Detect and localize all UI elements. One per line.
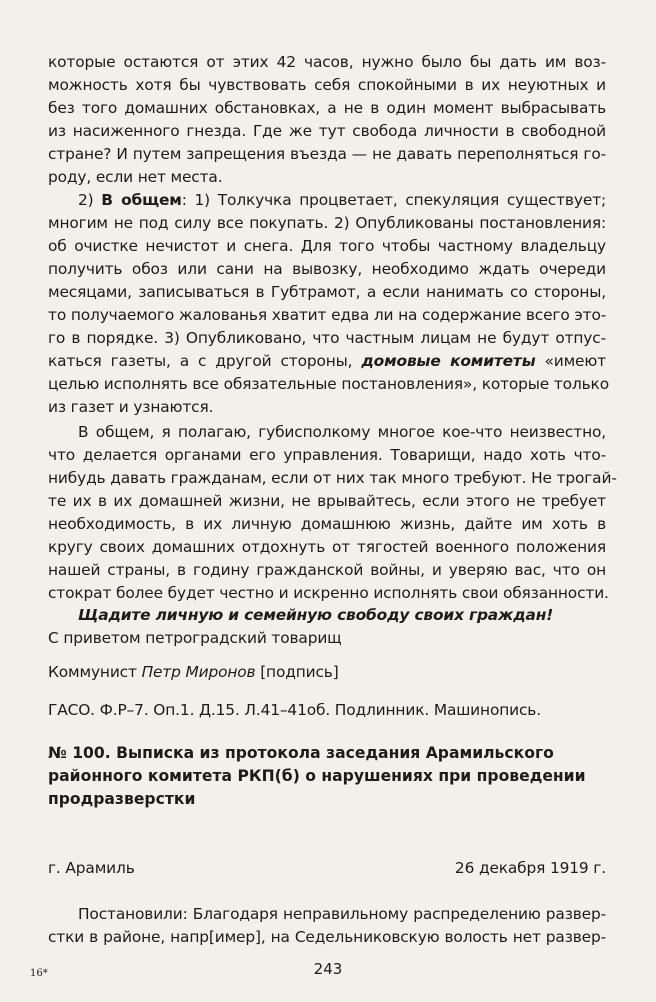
text-line: целью исполнять все обязательные постановления», которые только: [48, 375, 609, 393]
text-line: получить обоз или сани на вывозку, необходимо ждать очереди: [48, 260, 606, 278]
text-line: нибудь давать гражданам, если от них так много требуют. Не трогай-: [48, 469, 617, 487]
slogan: Щадите личную и семейную свободу своих граждан!: [78, 606, 554, 624]
bold-term: В общем: [101, 191, 182, 209]
emphasis-term: домовые комитеты: [361, 352, 536, 370]
text-line: стране? И путем запрещения въезда — не давать переполняться го-: [48, 145, 606, 163]
text-line: то получаемого жалованья хватит едва ли на содержание всего это-: [48, 306, 607, 324]
text-span: [подпись]: [255, 663, 339, 681]
text-line: нашей страны, в годину гражданской войны, и уверяю вас, что он: [48, 561, 606, 579]
text-line: месяцами, записываться в Губтрамот, а если нанимать со стороны,: [48, 283, 606, 301]
text-line: необходимость, в их личную домашнюю жизнь, дайте им хоть в: [48, 515, 606, 533]
text-line: что делается органами его управления. Товарищи, надо хоть что-: [48, 446, 606, 464]
text-line: стократ более будет честно и искренно исполнять свои обязанности.: [48, 584, 609, 602]
page-number: 243: [313, 960, 343, 978]
text-line: [48, 351, 606, 371]
text-line: кругу своих домашних отдохнуть от тягостей военного положения: [48, 538, 606, 556]
signature-line: [48, 662, 606, 682]
text-span: 2): [78, 191, 102, 209]
text-span: каться газеты, а с другой стороны,: [48, 352, 362, 370]
document-heading-line: районного комитета РКП(б) о нарушениях при проведении: [48, 767, 586, 785]
text-line: роду, если нет места.: [48, 168, 223, 186]
text-line: из газет и узнаются.: [48, 398, 214, 416]
place: г. Арамиль: [48, 859, 135, 877]
text-line: которые остаются от этих 42 часов, нужно было бы дать им воз-: [48, 53, 606, 71]
text-line: многим не под силу все покупать. 2) Опубликованы постановления:: [48, 214, 606, 232]
document-heading-line: продразверстки: [48, 790, 196, 808]
text-line: без того домашних обстановках, а не в один момент выбрасывать: [48, 99, 606, 117]
signature-mark: 16*: [30, 968, 48, 979]
text-line: Постановили: Благодаря неправильному распределению развер-: [78, 905, 606, 923]
archive-reference: ГАСО. Ф.Р–7. Оп.1. Д.15. Л.41–41об. Подлинник. Машинопись.: [48, 701, 541, 719]
text-line: из насиженного гнезда. Где же тут свобода личности в свободной: [48, 122, 606, 140]
text-span: Коммунист: [48, 663, 142, 681]
text-line: го в порядке. 3) Опубликовано, что частным лицам не будут отпус-: [48, 329, 606, 347]
document-heading-line: № 100. Выписка из протокола заседания Арамильского: [48, 744, 554, 762]
text-span: «имеют: [535, 352, 606, 370]
text-span: : 1) Толкучка процветает, спекуляция существует;: [181, 191, 606, 209]
text-line: об очистке нечистот и снега. Для того чтобы частному владельцу: [48, 237, 606, 255]
text-line: те их в их домашней жизни, не врывайтесь, если этого не требует: [48, 492, 606, 510]
greeting: С приветом петроградский товарищ: [48, 629, 342, 647]
date: 26 декабря 1919 г.: [454, 859, 606, 877]
signer-name: Петр Миронов: [141, 663, 256, 681]
text-line: стки в районе, напр[имер], на Седельниковскую волость нет развер-: [48, 928, 606, 946]
text-line: В общем, я полагаю, губисполкому многое кое-что неизвестно,: [78, 423, 606, 441]
text-line: [78, 190, 606, 210]
text-line: можность хотя бы чувствовать себя спокойными в их неуютных и: [48, 76, 606, 94]
